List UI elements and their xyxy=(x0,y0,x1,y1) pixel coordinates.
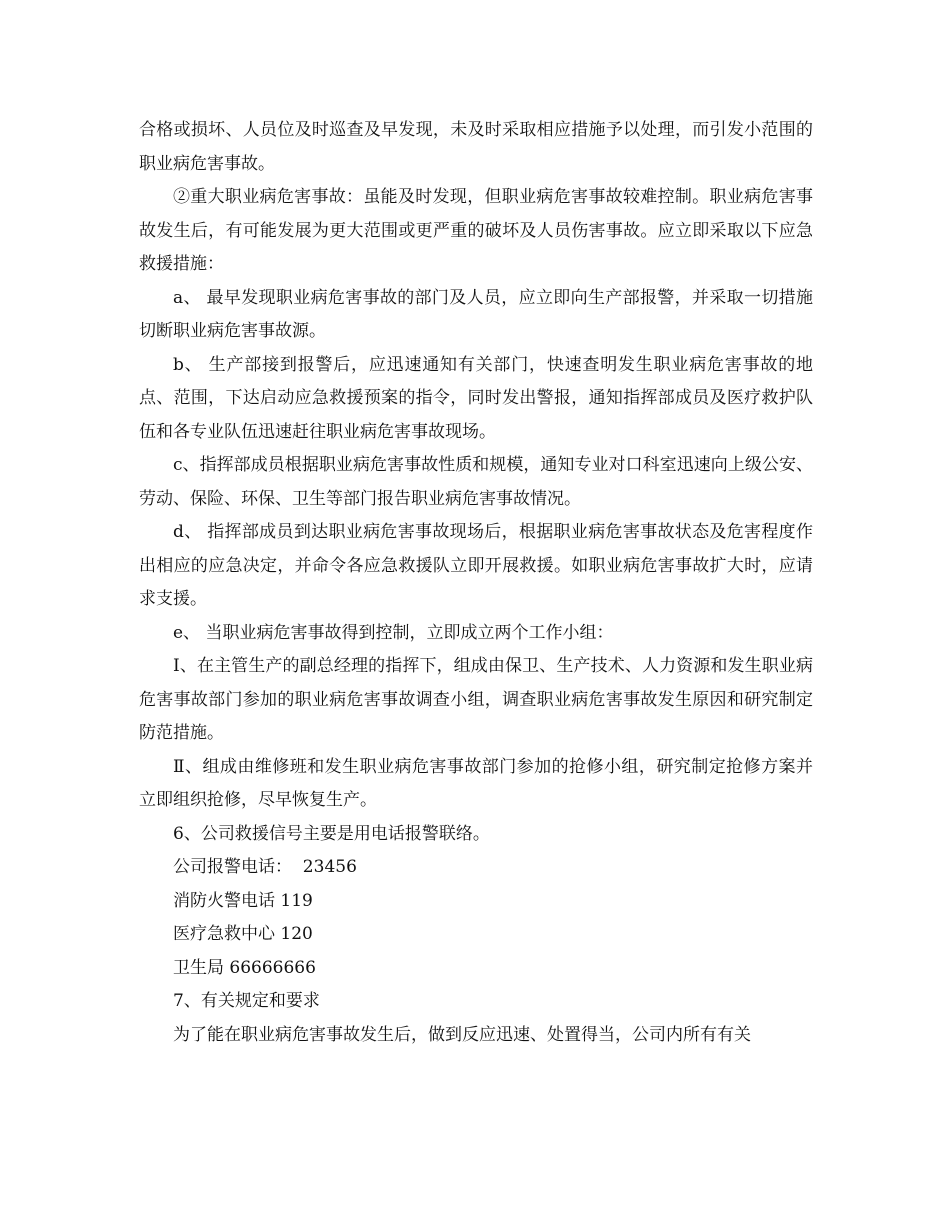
paragraph-item-c: c、指挥部成员根据职业病危害事故性质和规模，通知专业对口科室迅速向上级公安、劳动、保险、环保、卫生等部门报告职业病危害事故情况。 xyxy=(139,455,813,509)
paragraph-section-7-body: 为了能在职业病危害事故发生后，做到反应迅速、处置得当，公司内所有有关 xyxy=(173,1024,751,1045)
phone-medical: 医疗急救中心 120 xyxy=(173,924,313,944)
paragraph-item-b: b、 生产部接到报警后，应迅速通知有关部门，快速查明发生职业病危害事故的地点、范围，下达启动应急救援预案的指令，同时发出警报，通知指挥部成员及医疗救护队伍和各专业队伍迅速赶往职业病危害事故现场。 xyxy=(139,354,813,442)
paragraph-group-ii: Ⅱ、组成由维修班和发生职业病危害事故部门参加的抢修小组，研究制定抢修方案并立即组织抢修，尽早恢复生产。 xyxy=(139,756,813,810)
paragraph-item-a: a、 最早发现职业病危害事故的部门及人员，应立即向生产部报警，并采取一切措施切断职业病危害事故源。 xyxy=(139,287,813,341)
paragraph-item-e: e、 当职业病危害事故得到控制，立即成立两个工作小组： xyxy=(173,622,614,643)
phone-health-bureau: 卫生局 66666666 xyxy=(173,957,316,978)
paragraph-group-i: Ⅰ、在主管生产的副总经理的指挥下，组成由保卫、生产技术、人力资源和发生职业病危害事故部门参加的职业病危害事故调查小组，调查职业病危害事故发生原因和研究制定防范措施。 xyxy=(139,656,813,743)
phone-company-alarm: 公司报警电话： 23456 xyxy=(173,857,357,877)
phone-fire: 消防火警电话 119 xyxy=(173,890,313,911)
paragraph-major-accident: ②重大职业病危害事故：虽能及时发现，但职业病危害事故较难控制。职业病危害事故发生后，有可能发展为更大范围或更严重的破坏及人员伤害事故。应立即采取以下应急救援措施： xyxy=(139,187,813,274)
paragraph-item-d: d、 指挥部成员到达职业病危害事故现场后，根据职业病危害事故状态及危害程度作出相应的应急决定，并命令各应急救援队立即开展救援。如职业病危害事故扩大时，应请求支援。 xyxy=(139,522,813,609)
paragraph-section-6: 6、公司救援信号主要是用电话报警联络。 xyxy=(173,823,490,844)
section-7-heading: 7、有关规定和要求 xyxy=(173,991,320,1011)
paragraph-continuation: 合格或损坏、人员位及时巡查及早发现，未及时采取相应措施予以处理，而引发小范围的职业病危害事故。 xyxy=(139,120,813,174)
document-body xyxy=(139,114,813,1052)
